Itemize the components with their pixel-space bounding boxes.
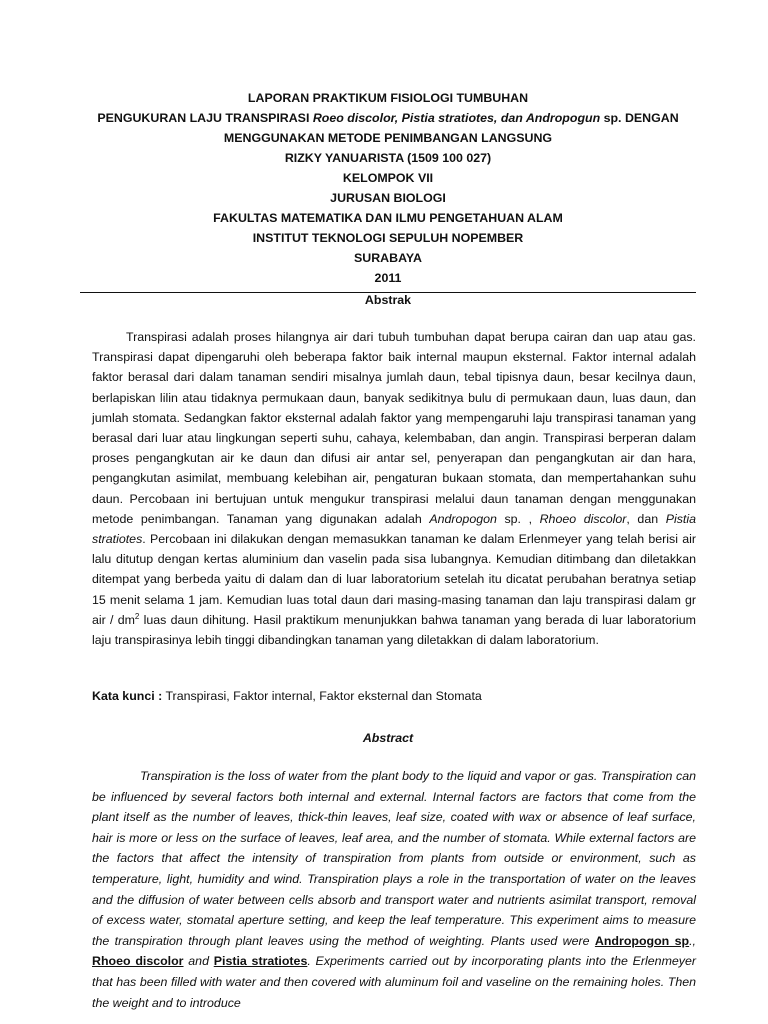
abstract-heading: Abstract	[362, 731, 414, 745]
report-subtitle: PENGUKURAN LAJU TRANSPIRASI Roeo discolor, Pistia stratiotes, dan Andropogun sp. DENGAN	[97, 111, 679, 125]
report-header	[80, 88, 696, 288]
species-andropogon-en: Andropogon sp	[594, 933, 690, 948]
institute-line: INSTITUT TEKNOLOGI SEPULUH NOPEMBER	[252, 231, 524, 245]
species-andropogon: Andropogon	[429, 511, 497, 526]
species-names: Roeo discolor, Pistia stratiotes, dan Andropogun	[312, 111, 601, 125]
species-pistia: Pistia stratiotes	[92, 511, 696, 547]
department-line: JURUSAN BIOLOGI	[330, 191, 446, 205]
author-line: RIZKY YANUARISTA (1509 100 027)	[284, 151, 492, 165]
group-line: KELOMPOK VII	[342, 171, 434, 185]
species-pistia-en: Pistia stratiotes	[213, 954, 308, 969]
superscript-two: 2	[134, 611, 140, 621]
faculty-line: FAKULTAS MATEMATIKA DAN ILMU PENGETAHUAN ALAM	[213, 211, 563, 225]
report-title: LAPORAN PRAKTIKUM FISIOLOGI TUMBUHAN	[247, 91, 529, 105]
city-line: SURABAYA	[354, 251, 422, 265]
abstrak-paragraph: Transpirasi adalah proses hilangnya air dari tubuh tumbuhan dapat berupa cairan dan uap atau gas. Transpirasi dapat dipengaruhi oleh beberapa faktor baik internal maupun eksternal. Faktor internal adalah faktor berasal dari dalam tanaman sendiri misalnya jumlah daun, tebal tipisnya daun, besar kecilnya daun, berlapiskan lilin atau tidaknya permukaan daun, banyak sedikitnya bulu di permukaan daun, luas daun, dan jumlah stomata. Sedangkan faktor eksternal adalah faktor yang mempengaruhi laju transpirasi tanaman yang berasal dari luar atau lingkungan seperti suhu, cahaya, kelembaban, dan angin. Transpirasi berperan dalam proses pengangkutan air ke daun dan difusi air antar sel, penyerapan dan pengangkutan air dan hara, pengangkutan asimilat, membuang kelebihan air, pengaturan bukaan stomata, dan mempertahankan suhu daun. Percobaan ini bertujuan untuk mengukur transpirasi melalui daun tanaman dengan menggunakan metode penimbangan. Tanaman yang digunakan adalah Andropogon sp. , Rhoeo discolor, dan Pistia stratiotes. Percobaan ini dilakukan dengan memasukkan tanaman ke dalam Erlenmeyer yang telah berisi air lalu ditutup dengan kertas aluminium dan vaselin pada sisa lubangnya. Kemudian ditimbang dan diletakkan ditempat yang berbeda yaitu di dalam dan di luar laboratorium setelah itu dicatat perubahan beratnya setiap 15 menit selama 1 jam. Kemudian luas total daun dari masing-masing tanaman dan laju transpirasi dalam gr air / $dm^2$ luas daun dihitung. Hasil praktikum menunjukkan bahwa tanaman yang berada di luar laboratorium laju transpirasinya lebih tinggi dibandingkan tanaman yang diletakkan di dalam laboratorium.	[92, 330, 697, 648]
keywords-line	[92, 687, 696, 705]
species-rhoeo-en: Rhoeo discolor	[92, 954, 184, 969]
keywords-label: Kata kunci :	[92, 689, 163, 703]
year-line: 2011	[374, 271, 402, 285]
report-subtitle-continued: MENGGUNAKAN METODE PENIMBANGAN LANGSUNG	[223, 131, 553, 145]
keywords-text: Transpirasi, Faktor internal, Faktor eksternal dan Stomata	[162, 689, 482, 703]
abstract-paragraph: Transpiration is the loss of water from the plant body to the liquid and vapor or gas. Transpiration can be influenced by several factors both internal and external. Internal factors are factors that come from the plant itself as the number of leaves, thick-thin leaves, leaf size, coated with wax or absence of leaf surface, hair is more or less on the surface of leaves, leaf area, and the number of stomata. While external factors are the factors that affect the intensity of transpiration from plants from outside or environment, such as temperature, light, humidity and wind. Transpiration plays a role in the transportation of water on the leaves and the diffusion of water between cells absorb and transport water and nutrients asimilat transport, removal of excess water, stomatal aperture setting, and keep the leaf temperature. This experiment aims to measure the transpiration through plant leaves using the method of weighting. Plants used were Andropogon sp., Rhoeo discolor and Pistia stratiotes. Experiments carried out by incorporating plants into the Erlenmeyer that has been filled with water and then covered with aluminum foil and vaseline on the remaining holes. Then the weight and to introduce	[92, 769, 696, 1010]
species-rhoeo: Rhoeo discolor	[539, 511, 627, 526]
abstrak-heading: Abstrak	[364, 293, 412, 307]
